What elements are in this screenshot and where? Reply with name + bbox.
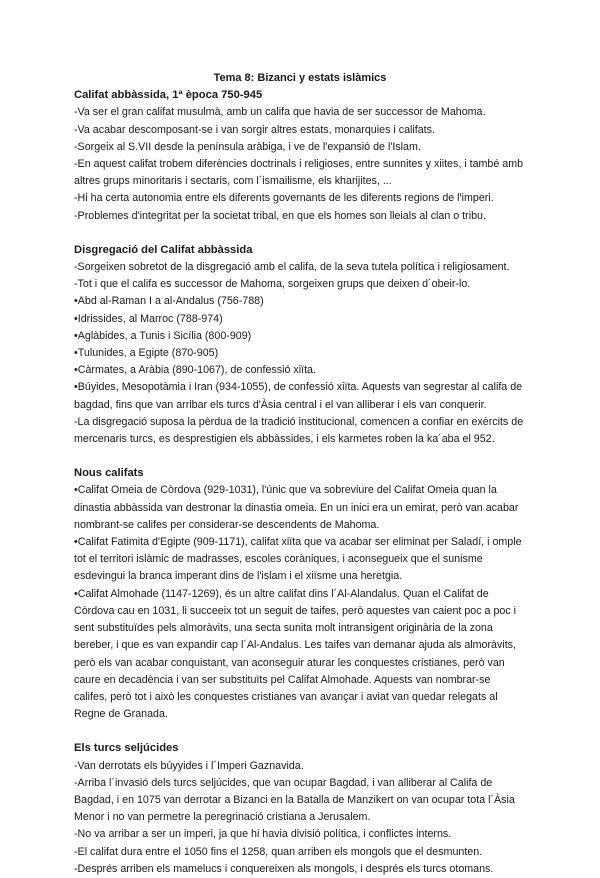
paragraph: -Problemes d'integritat per la societat tribal, en que els homes son lleials al clan o tribu. <box>74 209 486 222</box>
section-turcs-seljucides <box>74 740 526 878</box>
list-item: •Califat Omeia de Còrdova (929-1031), l'únic que va sobreviure del Califat Omeia quan la dinastia abbàssida van destronar la dinastia omeia. En un inici era un emirat, però van acabar nombrant-se califes per considerar-se descendents de Mahoma. <box>74 484 519 531</box>
document-page <box>74 70 526 878</box>
paragraph: -En aquest califat trobem diferències doctrinals i religioses, entre sunnites y xiites, i també amb altres grups minoritaris i sectaris, com l´ismailisme, els kharijites, ... <box>74 158 524 188</box>
list-item: •Abd al-Raman I a al-Andalus (756-788) <box>74 295 264 308</box>
list-item: •Idrissides, al Marroc (788-974) <box>74 312 223 325</box>
list-item: •Aglàbides, a Tunis i Sicília (800-909) <box>74 329 252 342</box>
section-heading: Nous califats <box>74 467 144 480</box>
paragraph: -Sorgeixen sobretot de la disgregació amb el califa, de la seva tutela política i religiosament. <box>74 261 510 274</box>
page-title: Tema 8: Bizanci y estats islàmics <box>213 72 387 84</box>
paragraph: -No va arribar a ser un imperi, ja que hi havia divisió política, i conflictes interns. <box>74 828 452 841</box>
paragraph: -Arriba l´invasió dels turcs seljúcides, que van ocupar Bagdad, i van alliberar al Califa de Bagdad, i en 1075 van derrotar a Bizanci en la Batalla de Manzikert on van ocupar tota l´Àsia Menor i no van permetre la peregrinació cristiana a Jerusalem. <box>74 776 515 824</box>
paragraph: -Va ser el gran califat musulmà, amb un califa que havia de ser successor de Mahoma. <box>74 106 486 119</box>
paragraph: -La disgregació suposa la pèrdua de la tradició institucional, comencen a confiar en exèrcits de mercenaris turcs, es desprestigien els abbàssides, i els karmetes roben la ka´aba el 952. <box>74 415 524 446</box>
section-nous-califats <box>74 465 526 723</box>
list-item: •Càrmates, a Aràbia (890-1067), de confessió xiïta. <box>74 364 316 377</box>
section-disgregacio <box>74 242 526 448</box>
section-heading: Els turcs seljúcides <box>74 742 179 755</box>
paragraph: -Després arriben els mamelucs i conquereixen als mongols, i després els turcs otomans. <box>74 862 494 875</box>
paragraph: -Van derrotats els búyyides i l´Imperi Gaznavida. <box>74 759 304 772</box>
paragraph: -Va acabar descomposant-se i van sorgir altres estats, monarquies i califats. <box>74 123 435 136</box>
list-item: •Califat Fatimita d'Egipte (909-1171), califat xiïta que va acabar ser eliminat per Saladí, i omple tot el territori islàmic de madrasses, escoles coràniques, i aconsegueix que el sunisme esdevingui la branca imperant dins de l'islam i el xiïsme una heretgia. <box>74 536 522 583</box>
list-item: •Tulunides, a Egipte (870-905) <box>74 347 219 360</box>
paragraph: -Sorgeix al S.VII desde la península aràbiga, i ve de l'expansió de l'Islam. <box>74 140 421 153</box>
paragraph: -Tot i que el califa es successor de Mahoma, sorgeixen grups que deixen d´obeir-lo. <box>74 278 471 291</box>
paragraph: -El califat dura entre el 1050 fins el 1258, quan arriben els mongols que el desmunten. <box>74 845 483 858</box>
list-item: •Búyides, Mesopotàmia i Iran (934-1055), de confessió xiïta. Aquests van segrestar al califa de bagdad, fins que van arribar els turcs d'Àsia central i el van alliberar i els van conquerir. <box>74 381 523 411</box>
paragraph: -Hi ha certa autonomia entre els diferents governants de les diferents regions de l'imperi. <box>74 192 494 205</box>
section-heading: Califat abbàssida, 1ª època 750-945 <box>74 89 263 102</box>
list-item: •Califat Almohade (1147-1269), és un altre califat dins l´Al-Alandalus. Quan el Califat de Còrdova cau en 1031, li succeeix tot un seguit de taifes, però aquestes van caient poc a poc i sent substituïdes pels almoràvits, una secta sunita molt intransigent originària de la zona bereber, i que es van expandir cap l´Al-Andalus. Les taifes van demanar ajuda als almoràvits, però els van acabar conquistant, van aconseguir aturar les conquestes cristianes, però van caure en decadència i van ser substituïts pel Califat Almohade. Aquests van nombrar-se califes, però tot i això les conquestes cristianes van avançar i aviat van quedar relegats al Regne de Granada. <box>74 587 517 721</box>
section-heading: Disgregació del Califat abbàssida <box>74 243 253 256</box>
section-califat-abbassida <box>74 87 526 225</box>
